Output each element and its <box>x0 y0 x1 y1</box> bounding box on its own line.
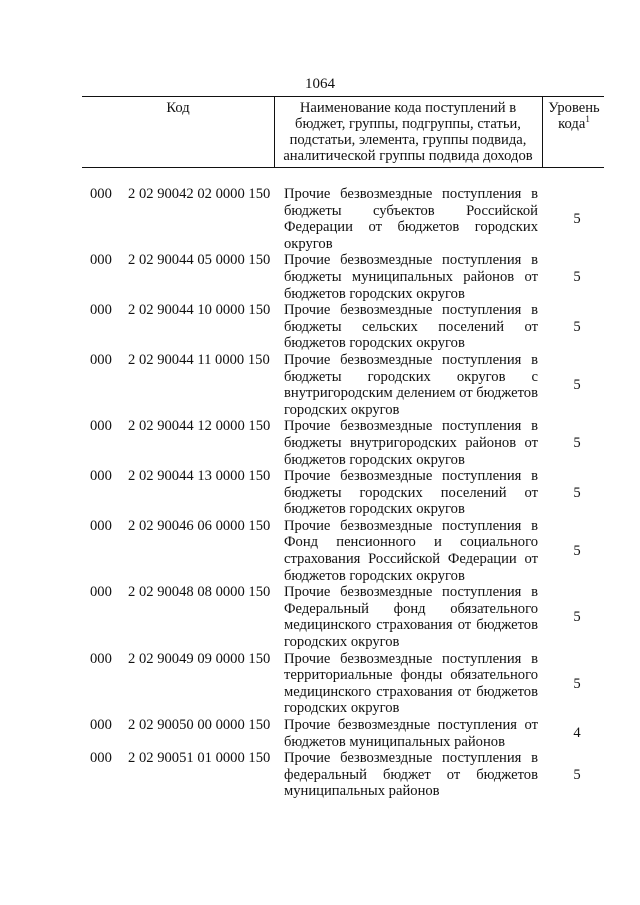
revenue-name: Прочие безвозмездные поступления в бюджеты субъектов Российской Федерации от бюджетов городских округов <box>284 186 538 252</box>
table-row <box>0 717 640 750</box>
column-divider <box>542 97 543 167</box>
admin-code: 000 <box>90 650 112 667</box>
revenue-name: Прочие безвозмездные поступления в территориальные фонды обязательного медицинского страхования от бюджетов городских округов <box>284 650 538 717</box>
admin-code: 000 <box>90 418 112 435</box>
budget-classification-code: 2 02 90044 13 0000 150 <box>128 468 271 485</box>
budget-classification-code: 2 02 90044 05 0000 150 <box>128 252 271 269</box>
code-level: 5 <box>573 675 581 692</box>
table-header <box>82 96 604 168</box>
admin-code: 000 <box>90 468 112 485</box>
code-level: 5 <box>573 766 581 783</box>
revenue-name: Прочие безвозмездные поступления в Федеральный фонд обязательного медицинского страхования от бюджетов городских округов <box>284 584 538 651</box>
budget-classification-code: 2 02 90044 11 0000 150 <box>128 351 270 368</box>
budget-classification-code: 2 02 90048 08 0000 150 <box>128 584 271 601</box>
code-level: 5 <box>573 210 581 227</box>
table-row <box>0 750 640 800</box>
header-level-label: Уровень кода <box>548 100 600 132</box>
table-row <box>0 468 640 518</box>
code-level: 5 <box>573 484 581 501</box>
budget-classification-code: 2 02 90049 09 0000 150 <box>128 650 271 667</box>
admin-code: 000 <box>90 302 112 319</box>
revenue-name: Прочие безвозмездные поступления в бюджеты муниципальных районов от бюджетов городских округов <box>284 252 538 302</box>
admin-code: 000 <box>90 750 112 767</box>
budget-classification-code: 2 02 90051 01 0000 150 <box>128 750 271 767</box>
table-body <box>0 186 640 800</box>
code-level: 5 <box>573 434 581 451</box>
admin-code: 000 <box>90 186 112 202</box>
revenue-name: Прочие безвозмездные поступления в бюджеты городских поселений от бюджетов городских округов <box>284 468 538 518</box>
page-number: 1064 <box>305 76 335 92</box>
admin-code: 000 <box>90 517 112 534</box>
admin-code: 000 <box>90 717 112 733</box>
admin-code: 000 <box>90 351 112 368</box>
revenue-name: Прочие безвозмездные поступления в бюджеты городских округов с внутригородским делением от бюджетов городских округов <box>284 351 538 418</box>
budget-classification-code: 2 02 90044 10 0000 150 <box>128 302 271 319</box>
code-level: 5 <box>573 609 581 626</box>
admin-code: 000 <box>90 584 112 601</box>
budget-classification-code: 2 02 90046 06 0000 150 <box>128 517 271 534</box>
code-level: 4 <box>573 725 581 742</box>
column-divider <box>274 97 275 167</box>
table-row <box>0 252 640 302</box>
code-level: 5 <box>573 376 581 393</box>
code-level: 5 <box>573 268 581 285</box>
code-level: 5 <box>573 542 581 559</box>
table-row <box>0 186 640 252</box>
budget-classification-code: 2 02 90044 12 0000 150 <box>128 418 271 435</box>
table-row <box>0 518 640 584</box>
table-row <box>0 418 640 468</box>
admin-code: 000 <box>90 252 112 269</box>
revenue-name: Прочие безвозмездные поступления в бюджеты внутригородских районов от бюджетов городских округов <box>284 418 538 468</box>
revenue-name: Прочие безвозмездные поступления в бюджеты сельских поселений от бюджетов городских округов <box>284 302 538 352</box>
revenue-name: Прочие безвозмездные поступления в Фонд пенсионного и социального страхования Российской Федерации от бюджетов городских округов <box>284 517 538 584</box>
revenue-name: Прочие безвозмездные поступления в федеральный бюджет от бюджетов муниципальных районов <box>284 750 538 800</box>
table-row <box>0 584 640 650</box>
budget-classification-code: 2 02 90042 02 0000 150 <box>128 186 271 202</box>
table-row <box>0 651 640 717</box>
table-row <box>0 352 640 418</box>
revenue-name: Прочие безвозмездные поступления от бюджетов муниципальных районов <box>284 717 538 750</box>
header-code: Код <box>166 100 190 116</box>
code-level: 5 <box>573 318 581 335</box>
header-level <box>545 100 603 132</box>
header-name: Наименование кода поступлений в бюджет, группы, подгруппы, статьи, подстатьи, элемента, группы подвида, аналитической группы подвида доходов <box>283 100 533 164</box>
footnote-mark: 1 <box>585 114 590 125</box>
budget-classification-code: 2 02 90050 00 0000 150 <box>128 717 271 733</box>
table-row <box>0 302 640 352</box>
